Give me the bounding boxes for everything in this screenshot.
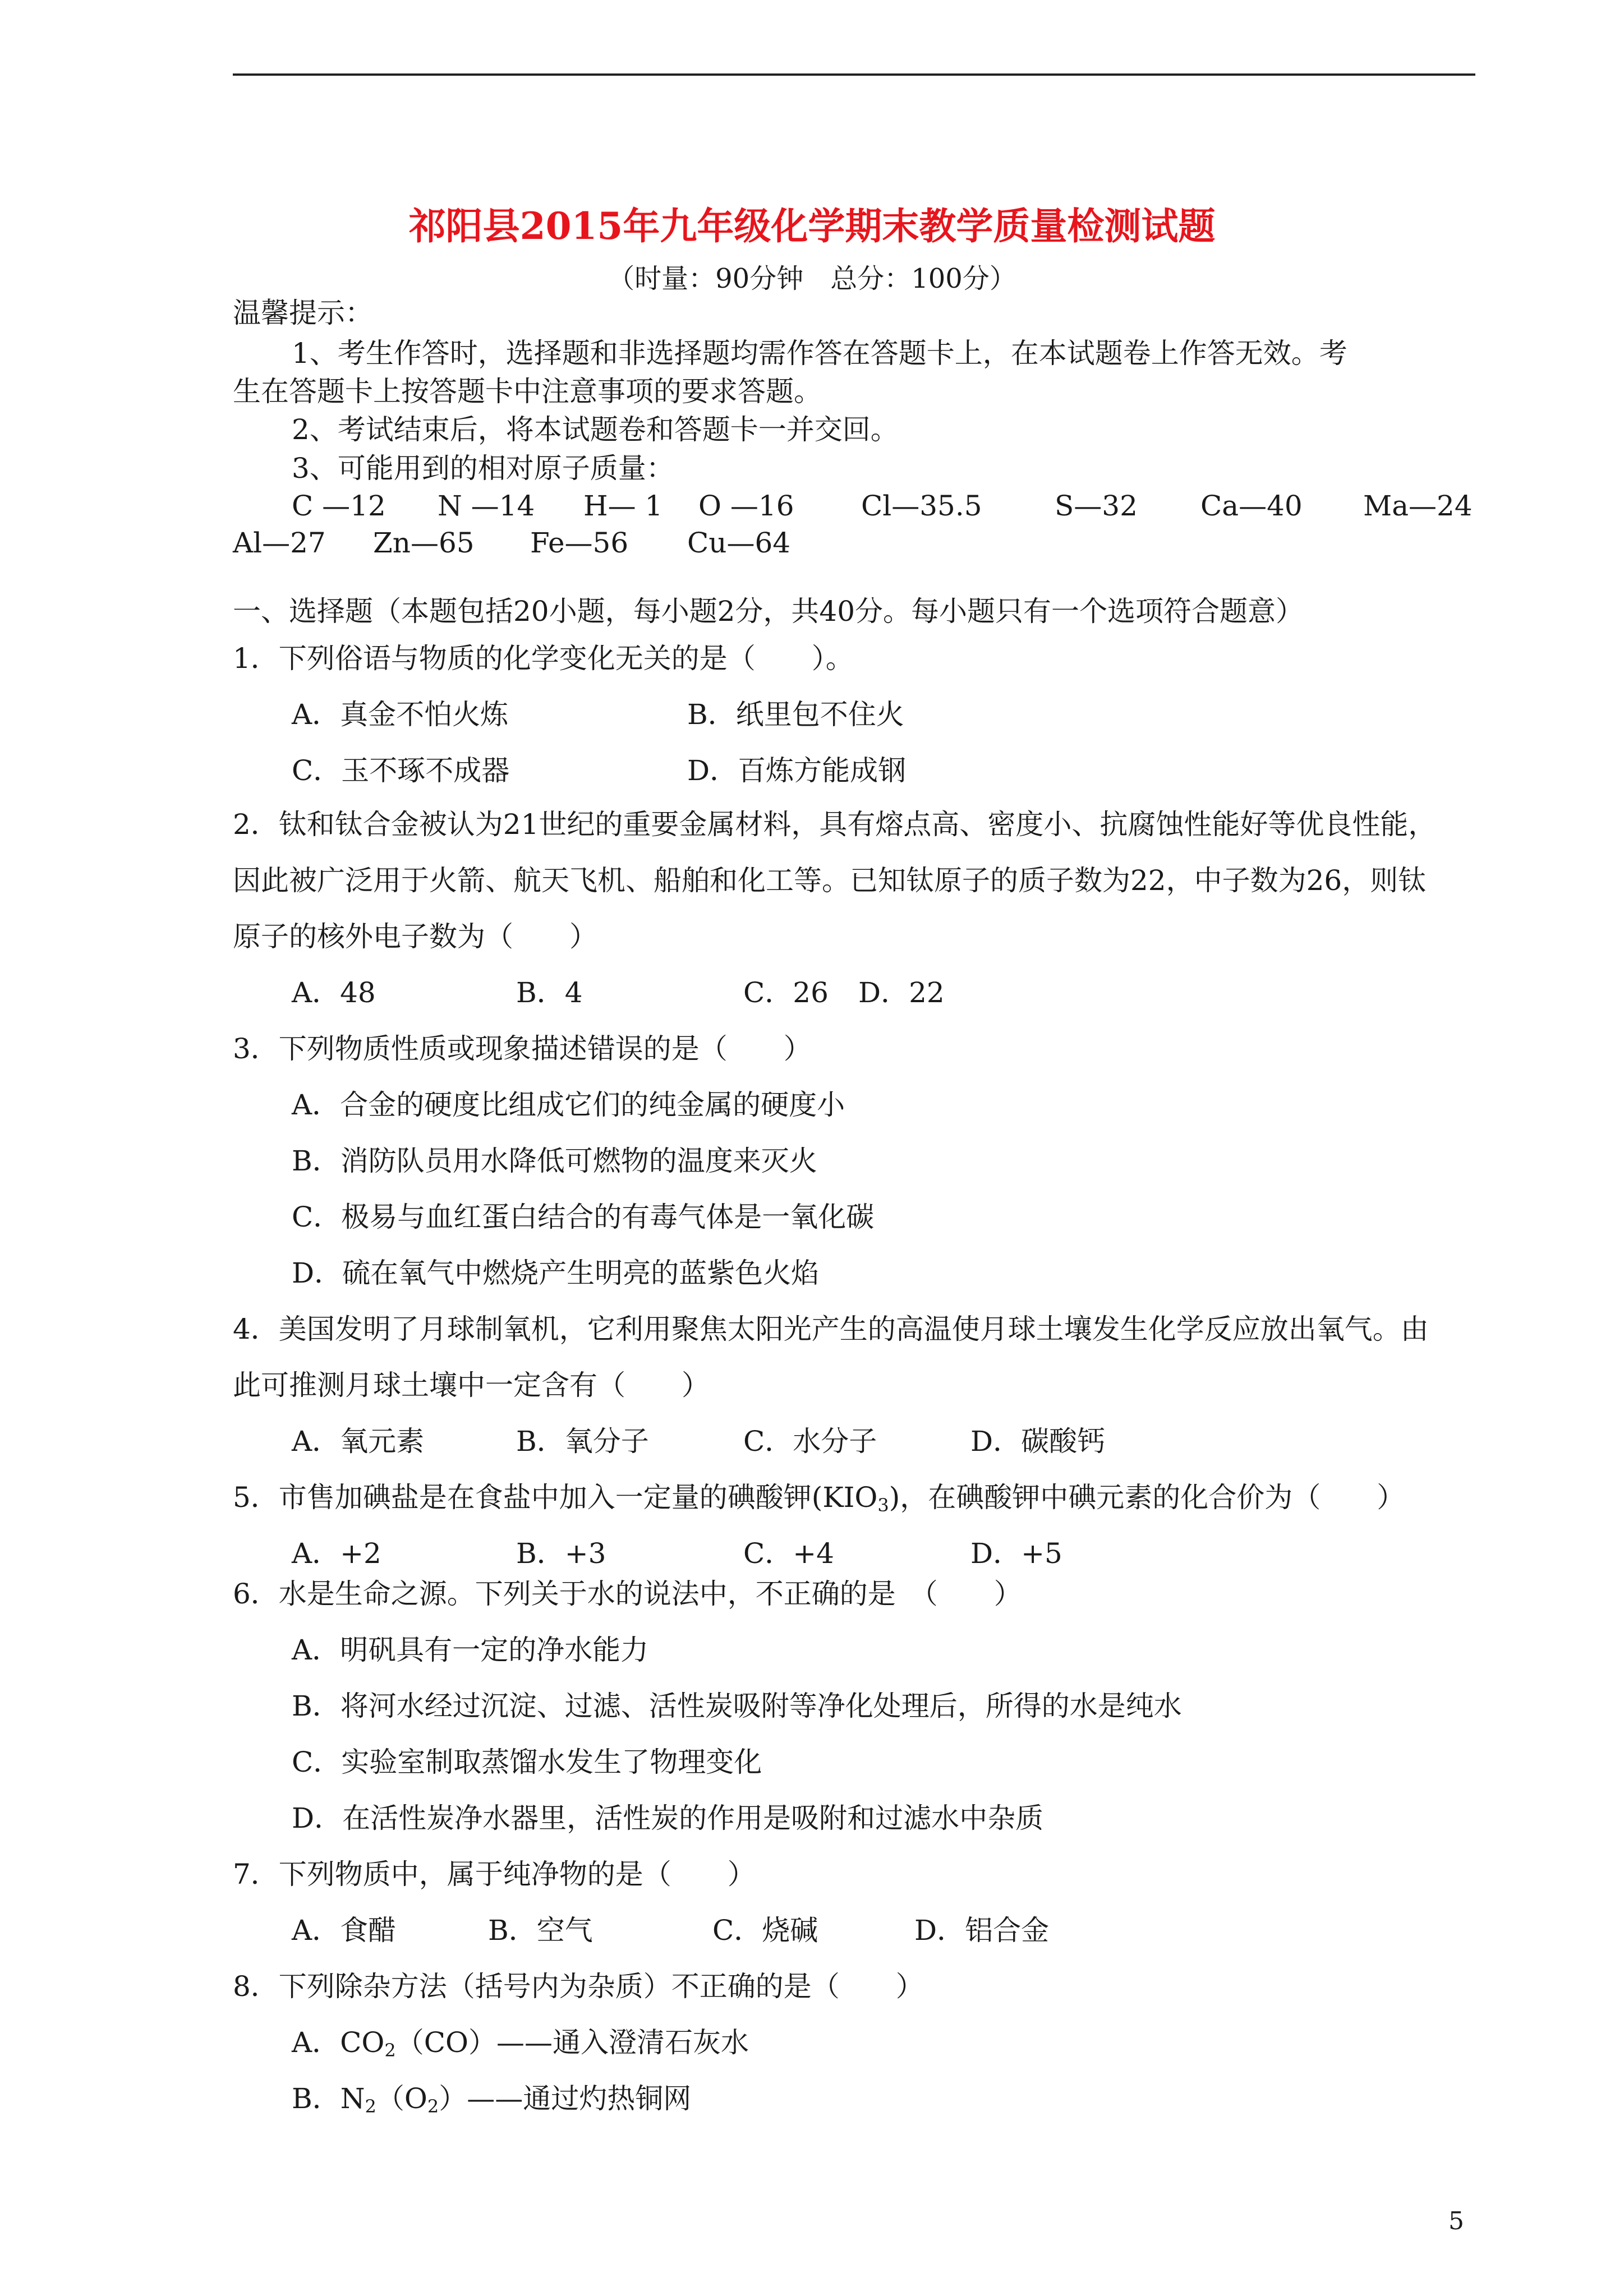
q6-option-b: B．将河水经过沉淀、过滤、活性炭吸附等净化处理后，所得的水是纯水: [292, 1690, 1182, 1722]
tips-heading: 温馨提示：: [233, 297, 373, 329]
q5-stem-tail: )，在碘酸钾中碘元素的化合价为（ ）: [889, 1481, 1405, 1514]
atomic-mass-ca: Ca—40: [1200, 490, 1303, 522]
q8-option-b-tail: ）——通过灼热铜网: [439, 2082, 692, 2115]
q1-stem: 1．下列俗语与物质的化学变化无关的是（ ）。: [233, 642, 854, 675]
q3-option-a: A．合金的硬度比组成它们的纯金属的硬度小: [292, 1089, 845, 1121]
tip-2: 2、考试结束后，将本试题卷和答题卡一并交回。: [292, 413, 899, 446]
atomic-mass-o: O —16: [698, 490, 794, 522]
q4-option-a: A．氧元素: [292, 1425, 425, 1458]
atomic-mass-s: S—32: [1055, 490, 1138, 522]
q8-option-b: [292, 2082, 691, 2115]
q5-option-a: A．+2: [292, 1537, 381, 1570]
q4-option-b: B．氧分子: [516, 1425, 649, 1458]
q3-option-b: B．消防队员用水降低可燃物的温度来灭火: [292, 1145, 817, 1177]
q4-line-1: 4．美国发明了月球制氧机，它利用聚焦太阳光产生的高温使月球土壤发生化学反应放出氧气。由: [233, 1313, 1429, 1345]
q8-option-a-tail: （CO）——通入澄清石灰水: [395, 2026, 749, 2059]
atomic-mass-zn: Zn—65: [373, 527, 475, 559]
q6-option-d: D．在活性炭净水器里，活性炭的作用是吸附和过滤水中杂质: [292, 1802, 1044, 1834]
q8-option-a-text: A．CO: [292, 2026, 385, 2059]
exam-subtitle: （时量：90分钟 总分：100分）: [608, 263, 1016, 294]
q3-stem: 3．下列物质性质或现象描述错误的是（ ）: [233, 1032, 812, 1065]
q8-option-b-text: B．N: [292, 2082, 365, 2115]
q2-line-3: 原子的核外电子数为（ ）: [233, 920, 597, 953]
atomic-mass-h: H— 1: [583, 490, 663, 522]
tip-3: 3、可能用到的相对原子质量：: [292, 452, 674, 485]
atomic-mass-n: N —14: [438, 490, 535, 522]
tip-1-line-2: 生在答题卡上按答题卡中注意事项的要求答题。: [233, 375, 822, 408]
q7-option-b: B．空气: [488, 1914, 593, 1947]
q2-option-c: C．26: [743, 976, 829, 1009]
header-rule: [233, 73, 1475, 76]
q5-subscript: 3: [877, 1495, 889, 1516]
section-1-header: 一、选择题（本题包括20小题，每小题2分，共40分。每小题只有一个选项符合题意）: [233, 595, 1304, 628]
exam-title: 祁阳县2015年九年级化学期末教学质量检测试题: [408, 204, 1216, 248]
q1-option-c: C．玉不琢不成器: [292, 754, 510, 787]
atomic-mass-cu: Cu—64: [687, 527, 791, 559]
q2-line-1: 2．钛和钛合金被认为21世纪的重要金属材料，具有熔点高、密度小、抗腐蚀性能好等优良性能，: [233, 808, 1437, 841]
atomic-mass-cl: Cl—35.5: [861, 490, 982, 522]
q8-option-a-subscript: 2: [384, 2040, 396, 2061]
atomic-mass-fe: Fe—56: [530, 527, 629, 559]
q3-option-c: C．极易与血红蛋白结合的有毒气体是一氧化碳: [292, 1201, 875, 1233]
q4-option-c: C．水分子: [743, 1425, 877, 1458]
tip-1-line-1: 1、考生作答时，选择题和非选择题均需作答在答题卡上，在本试题卷上作答无效。考: [292, 337, 1347, 370]
q6-option-c: C．实验室制取蒸馏水发生了物理变化: [292, 1746, 762, 1778]
q7-stem: 7．下列物质中，属于纯净物的是（ ）: [233, 1858, 756, 1891]
q6-stem: 6．水是生命之源。下列关于水的说法中，不正确的是 （ ）: [233, 1578, 1022, 1610]
q3-option-d: D．硫在氧气中燃烧产生明亮的蓝紫色火焰: [292, 1257, 820, 1289]
q7-option-c: C．烧碱: [712, 1914, 818, 1947]
q1-option-a: A．真金不怕火炼: [292, 698, 509, 731]
q8-option-b-subscript-1: 2: [365, 2096, 376, 2117]
q2-line-2: 因此被广泛用于火箭、航天飞机、船舶和化工等。已知钛原子的质子数为22，中子数为26，则钛: [233, 864, 1427, 897]
q8-option-b-mid: （O: [376, 2082, 427, 2115]
q4-option-d: D．碳酸钙: [970, 1425, 1106, 1458]
q5-option-b: B．+3: [516, 1537, 606, 1570]
q2-option-b: B．4: [516, 976, 583, 1009]
q1-option-d: D．百炼方能成钢: [687, 754, 907, 787]
q8-stem: 8．下列除杂方法（括号内为杂质）不正确的是（ ）: [233, 1970, 924, 2003]
q5-stem: [233, 1481, 1405, 1514]
q7-option-a: A．食醋: [292, 1914, 397, 1947]
q1-option-b: B．纸里包不住火: [687, 698, 904, 731]
q5-stem-text: 5．市售加碘盐是在食盐中加入一定量的碘酸钾(KIO: [233, 1481, 878, 1514]
q8-option-b-subscript-2: 2: [427, 2096, 439, 2117]
q7-option-d: D．铝合金: [914, 1914, 1050, 1947]
q4-line-2: 此可推测月球土壤中一定含有（ ）: [233, 1369, 710, 1401]
q6-option-a: A．明矾具有一定的净水能力: [292, 1634, 649, 1666]
q8-option-a: [292, 2026, 749, 2059]
q2-option-d: D．22: [858, 976, 945, 1009]
q2-option-a: A．48: [292, 976, 376, 1009]
atomic-mass-al: Al—27: [233, 527, 326, 559]
q5-option-c: C．+4: [743, 1537, 834, 1570]
page-number: 5: [1448, 2207, 1464, 2235]
atomic-mass-ma: Ma—24: [1363, 490, 1473, 522]
atomic-mass-c: C —12: [292, 490, 386, 522]
q5-option-d: D．+5: [970, 1537, 1062, 1570]
